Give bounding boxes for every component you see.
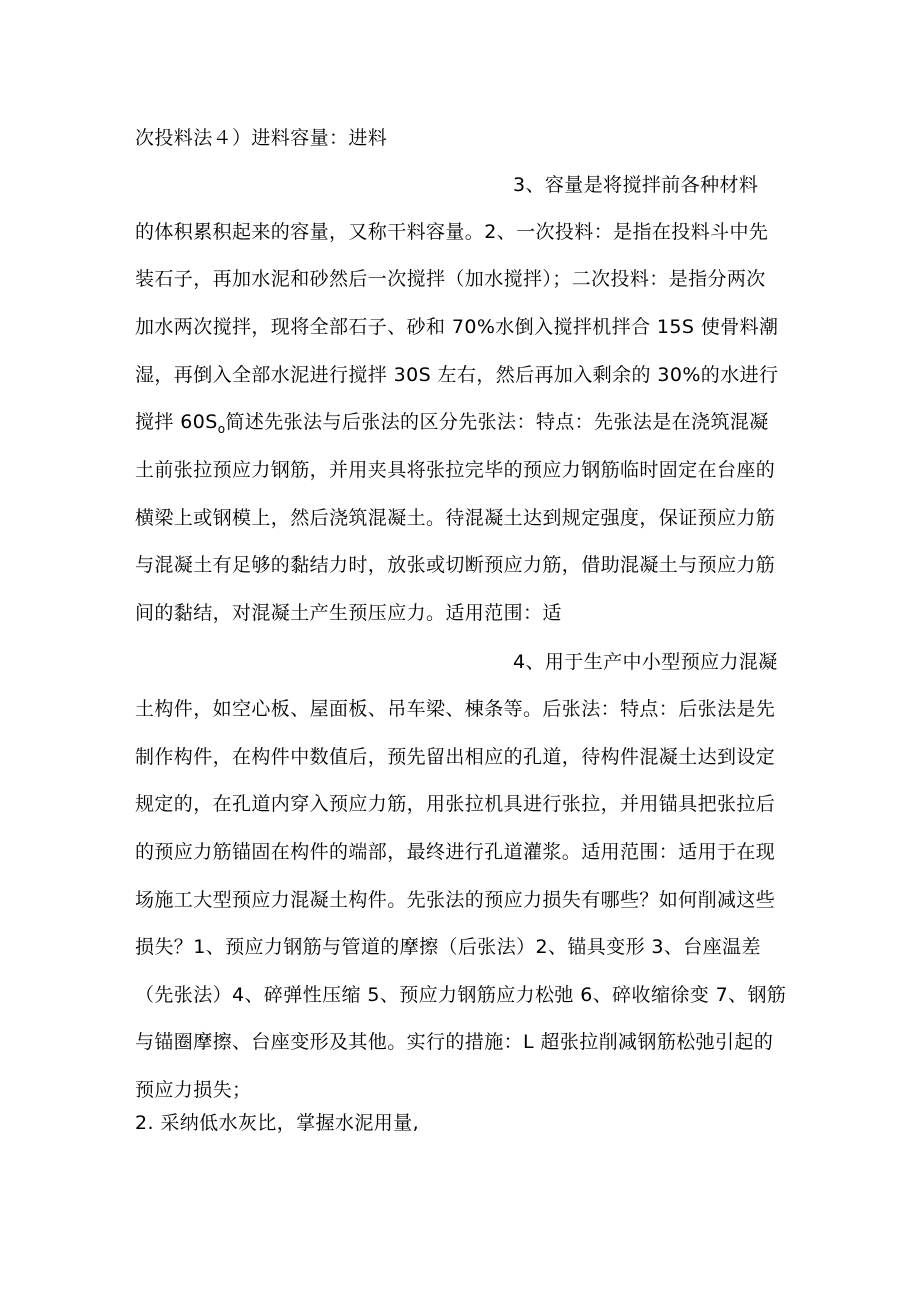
text-line-19: （先张法）4、碎弹性压缩 5、预应力钢筋应力松弛 6、碎收缩徐变 7、钢筋: [135, 984, 787, 1006]
text-line-7-start: 搅拌 60S: [135, 411, 218, 433]
text-line-7: [135, 410, 769, 441]
text-line-8: 土前张拉预应力钢筋，并用夹具将张拉完毕的预应力钢筋临时固定在台座的: [135, 459, 776, 481]
text-line-9: 横梁上或钢模上，然后浇筑混凝土。待混凝土达到规定强度，保证预应力筋: [135, 507, 776, 529]
text-line-5: 加水两次搅拌，现将全部石子、砂和 70%水倒入搅拌机拌合 15S 使骨料潮: [135, 316, 779, 338]
text-line-20: 与锚圈摩擦、台座变形及其他。实行的措施：L 超张拉削减钢筋松弛引起的: [135, 1031, 774, 1053]
text-line-2: 3、容量是将搅拌前各种材料: [513, 174, 759, 196]
text-line-7-subscript: o: [217, 422, 226, 436]
text-line-6: 湿，再倒入全部水泥进行搅拌 30S 左右，然后再加入剩余的 30%的水进行: [135, 364, 779, 386]
text-line-15: 规定的，在孔道内穿入预应力筋，用张拉机具进行张拉，并用锚具把张拉后: [135, 793, 776, 815]
text-line-21: 预应力损失；: [135, 1079, 252, 1101]
text-line-22: 2. 采纳低水灰比，掌握水泥用量,: [135, 1112, 420, 1134]
text-line-4: 装石子，再加水泥和砂然后一次搅拌（加水搅拌）；二次投料：是指分两次: [135, 268, 766, 290]
text-line-10: 与混凝土有足够的黏结力时，放张或切断预应力筋，借助混凝土与预应力筋: [135, 554, 776, 576]
text-line-18: 损失？1、预应力钢筋与管道的摩擦（后张法）2、锚具变形 3、台座温差: [135, 936, 761, 958]
text-line-13: 土构件，如空心板、屋面板、吊车梁、棟条等。后张法：特点：后张法是先: [135, 698, 776, 720]
text-line-12: 4、用于生产中小型预应力混凝: [513, 651, 778, 673]
text-line-1: 次投料法４）进料容量：进料: [135, 127, 388, 149]
text-line-11: 间的黏结，对混凝土产生预压应力。适用范围：适: [135, 602, 562, 624]
text-line-17: 场施工大型预应力混凝土构件。先张法的预应力损失有哪些？如何削减这些: [135, 889, 776, 911]
text-line-7-end: 简述先张法与后张法的区分先张法：特点：先张法是在浇筑混凝: [225, 411, 769, 433]
text-line-14: 制作构件，在构件中数值后，预先留出相应的孔道，待构件混凝土达到设定: [135, 746, 776, 768]
text-line-16: 的预应力筋锚固在构件的端部，最终进行孔道灌浆。适用范围：适用于在现: [135, 841, 776, 863]
text-line-3: 的体积累积起来的容量，又称干料容量。2、一次投料：是指在投料斗中先: [135, 221, 769, 243]
